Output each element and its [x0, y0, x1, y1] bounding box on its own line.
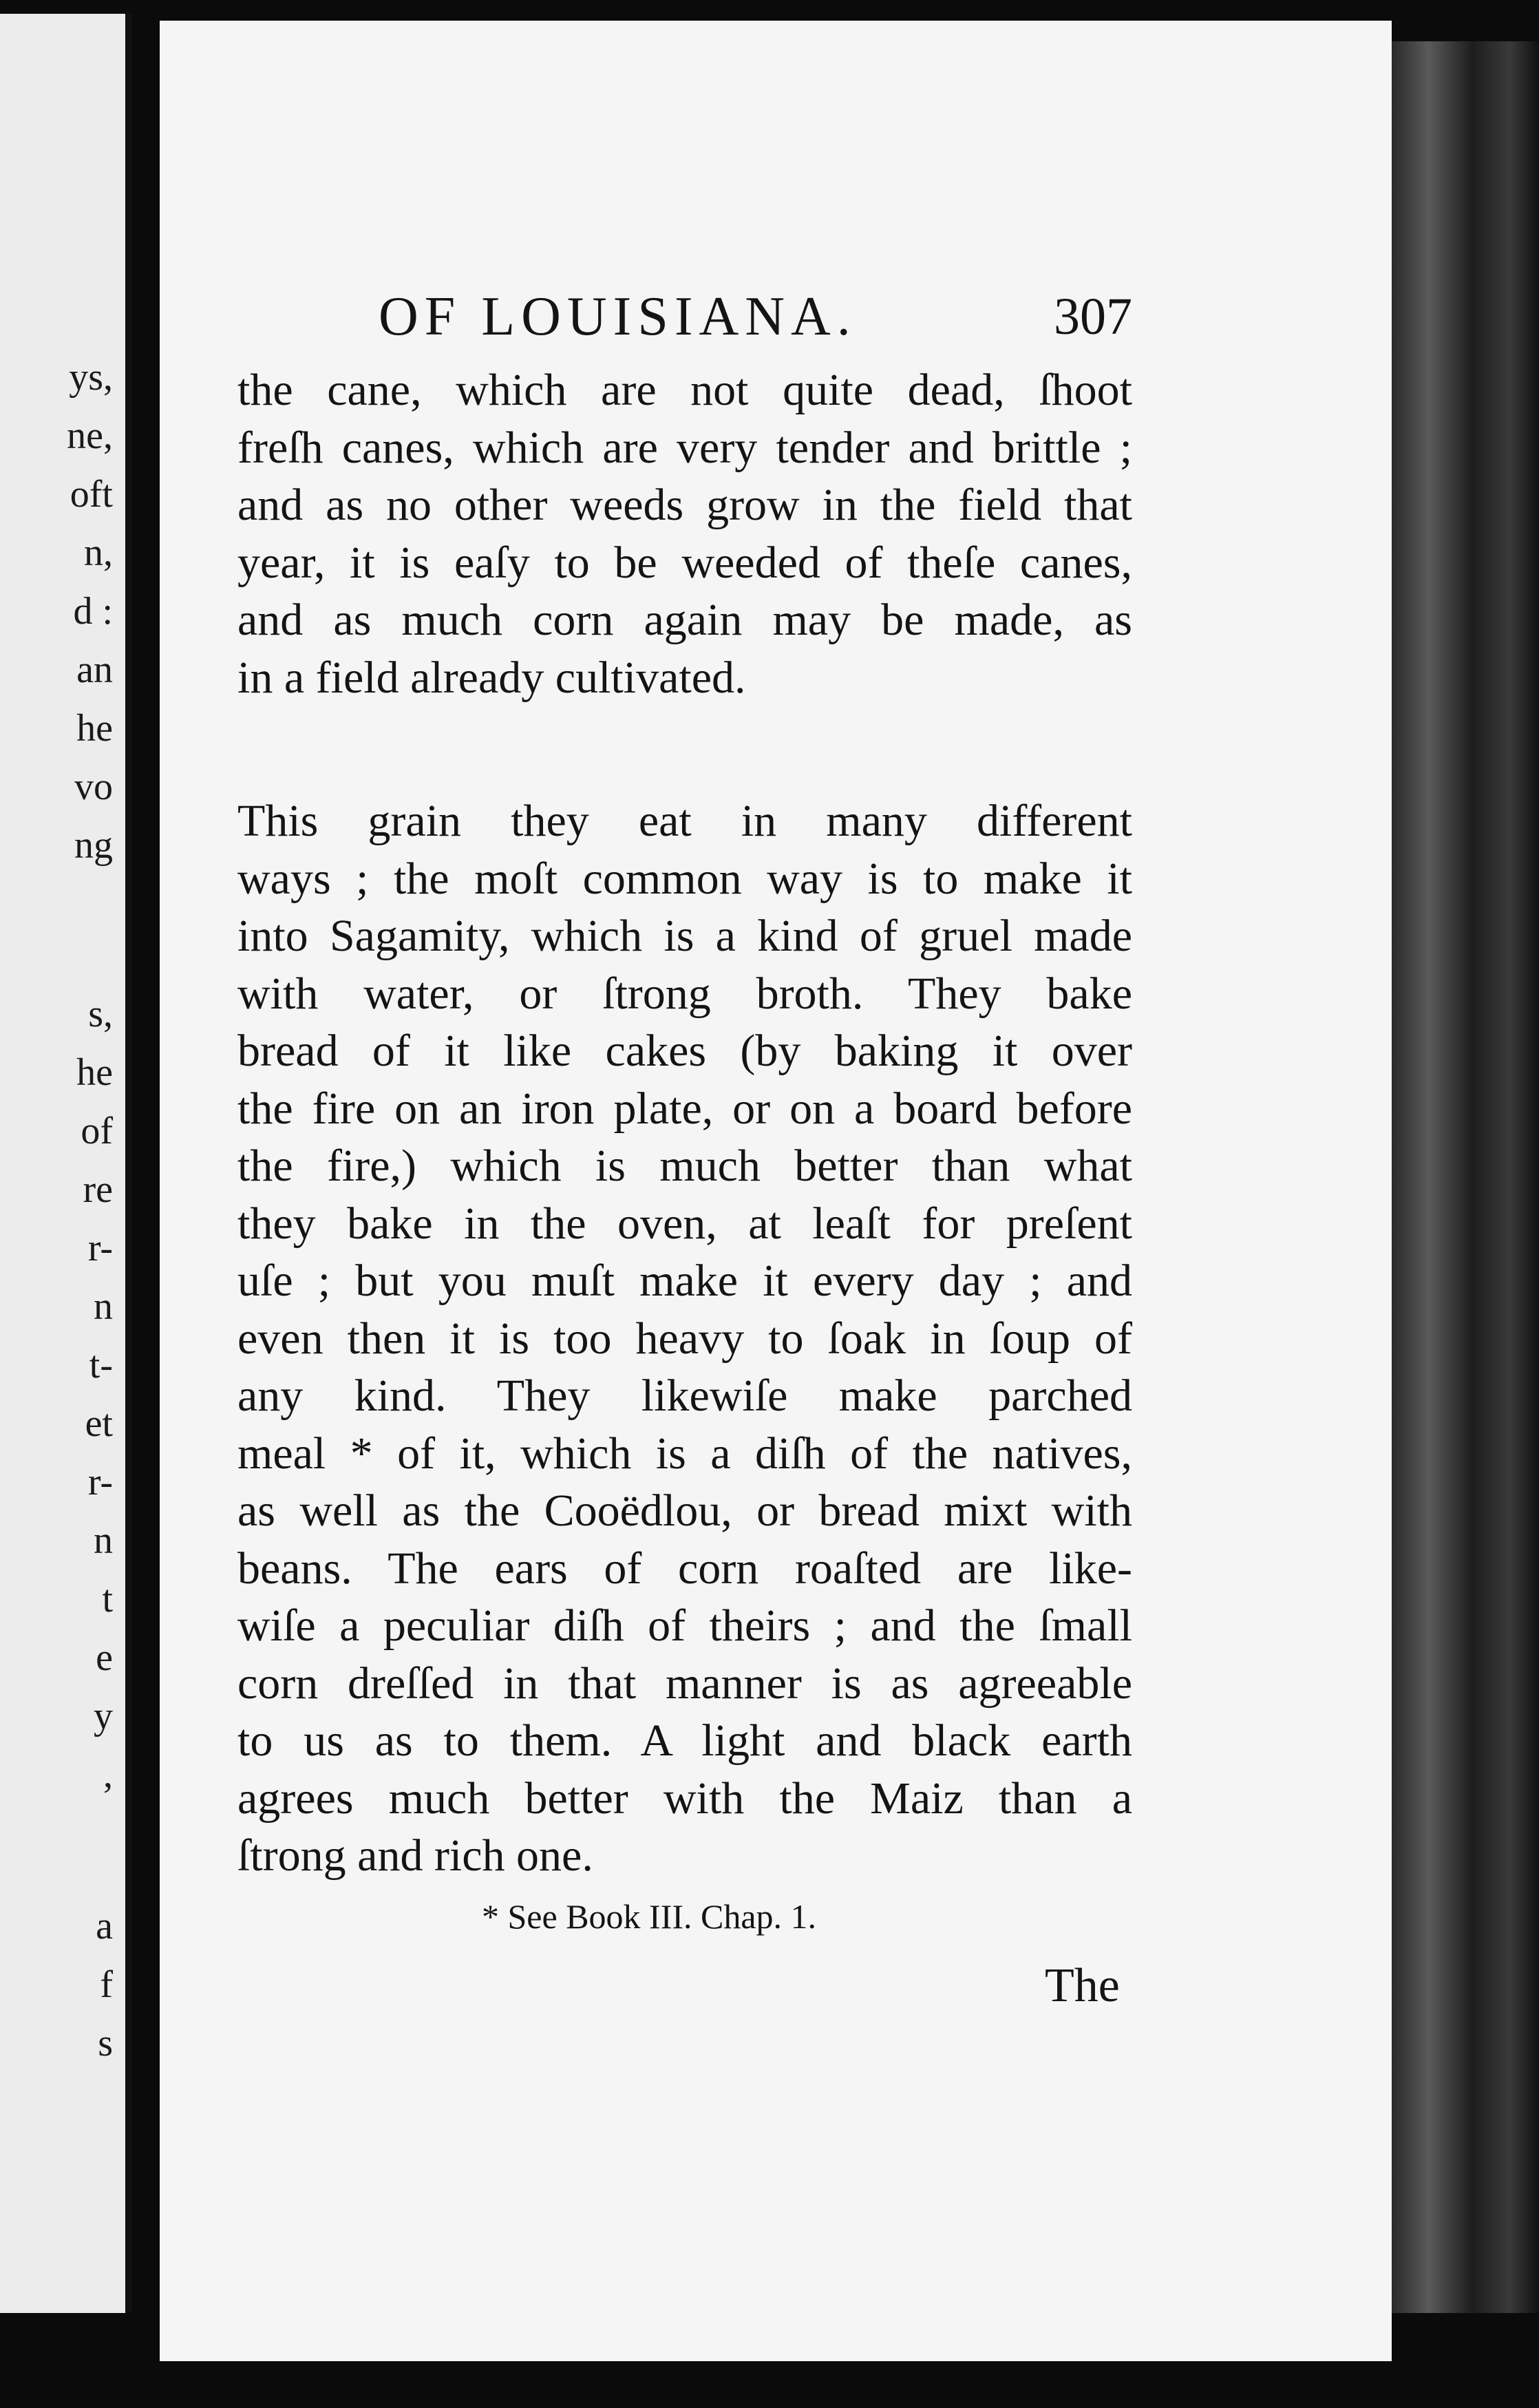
- text-line: uſe ; but you muſt make it every day ; and: [237, 1256, 1132, 1306]
- previous-page-fragment: he: [76, 707, 113, 750]
- text-line: year, it is eaſy to be weeded of theſe canes,: [237, 537, 1132, 588]
- text-line: and as no other weeds grow in the field that: [237, 480, 1132, 530]
- previous-page-fragment: oft: [70, 473, 113, 516]
- previous-page-fragment: a: [96, 1905, 113, 1947]
- text-line: bread of it like cakes (by baking it over: [237, 1026, 1132, 1076]
- previous-page-fragment: ng: [74, 824, 113, 867]
- text-line: to us as to them. A light and black earth: [237, 1715, 1132, 1766]
- previous-page-fragment: n: [94, 1285, 113, 1328]
- text-line: freſh canes, which are very tender and brittle ;: [237, 422, 1132, 473]
- text-line: beans. The ears of corn roaſted are like-: [237, 1543, 1132, 1594]
- footnote: * See Book III. Chap. 1.: [482, 1897, 817, 1936]
- previous-page-fragment: n,: [84, 531, 113, 574]
- paragraph-gap: [237, 706, 1132, 792]
- text-line: agrees much better with the Maiz than a: [237, 1773, 1132, 1824]
- text-line: and as much corn again may be made, as: [237, 595, 1132, 645]
- previous-page-edge: [0, 14, 132, 2313]
- previous-page-fragment: ne,: [67, 414, 113, 457]
- text-line: with water, or ſtrong broth. They bake: [237, 968, 1132, 1019]
- previous-page-fragment: e: [96, 1636, 113, 1679]
- text-line: wiſe a peculiar diſh of theirs ; and the ſmall: [237, 1601, 1132, 1651]
- page-number: 307: [1054, 288, 1132, 346]
- text-line: they bake in the oven, at leaſt for preſent: [237, 1198, 1132, 1249]
- text-line: ſtrong and rich one.: [237, 1830, 593, 1881]
- text-line: This grain they eat in many different: [237, 796, 1132, 846]
- previous-page-fragment: s,: [88, 993, 113, 1035]
- previous-page-fragment: s: [98, 2022, 113, 2064]
- running-head: OF LOUISIANA.: [379, 286, 857, 347]
- previous-page-fragment: et: [85, 1402, 113, 1445]
- previous-page-fragment: t-: [89, 1344, 113, 1386]
- previous-page-fragment: he: [76, 1051, 113, 1094]
- previous-page-fragment: d :: [73, 590, 113, 633]
- previous-page-fragment: of: [81, 1110, 113, 1152]
- text-line: the cane, which are not quite dead, ſhoot: [237, 365, 1132, 415]
- previous-page-fragment: re: [83, 1168, 113, 1211]
- body-text: [237, 361, 1132, 1885]
- catchword: The: [1045, 1959, 1120, 2012]
- text-line: into Sagamity, which is a kind of gruel made: [237, 911, 1132, 961]
- text-line: as well as the Cooëdlou, or bread mixt with: [237, 1486, 1132, 1536]
- previous-page-fragment: ,: [103, 1753, 113, 1796]
- text-line: ways ; the moſt common way is to make it: [237, 853, 1132, 904]
- book-spine-edge: [1392, 41, 1539, 2313]
- paragraph: [237, 792, 1132, 1885]
- previous-page-fragment: t: [102, 1578, 113, 1620]
- text-line: in a field already cultivated.: [237, 652, 746, 703]
- paragraph: [237, 361, 1132, 706]
- text-line: corn dreſſed in that manner is as agreeable: [237, 1658, 1132, 1709]
- previous-page-fragment: ys,: [69, 356, 113, 399]
- text-line: even then it is too heavy to ſoak in ſoup of: [237, 1313, 1132, 1364]
- page-header: [220, 279, 1132, 355]
- previous-page-fragment: r-: [87, 1227, 113, 1269]
- previous-page-fragment: vo: [74, 765, 113, 808]
- previous-page-fragment: f: [100, 1963, 113, 2006]
- previous-page-fragment: n: [94, 1519, 113, 1562]
- previous-page-fragment: r-: [87, 1461, 113, 1503]
- text-line: the fire on an iron plate, or on a board before: [237, 1083, 1132, 1134]
- previous-page-fragment: y: [94, 1695, 113, 1738]
- text-line: meal * of it, which is a diſh of the natives,: [237, 1428, 1132, 1479]
- text-line: the fire,) which is much better than what: [237, 1141, 1132, 1191]
- previous-page-fragment: an: [76, 648, 113, 691]
- text-line: any kind. They likewiſe make parched: [237, 1371, 1132, 1421]
